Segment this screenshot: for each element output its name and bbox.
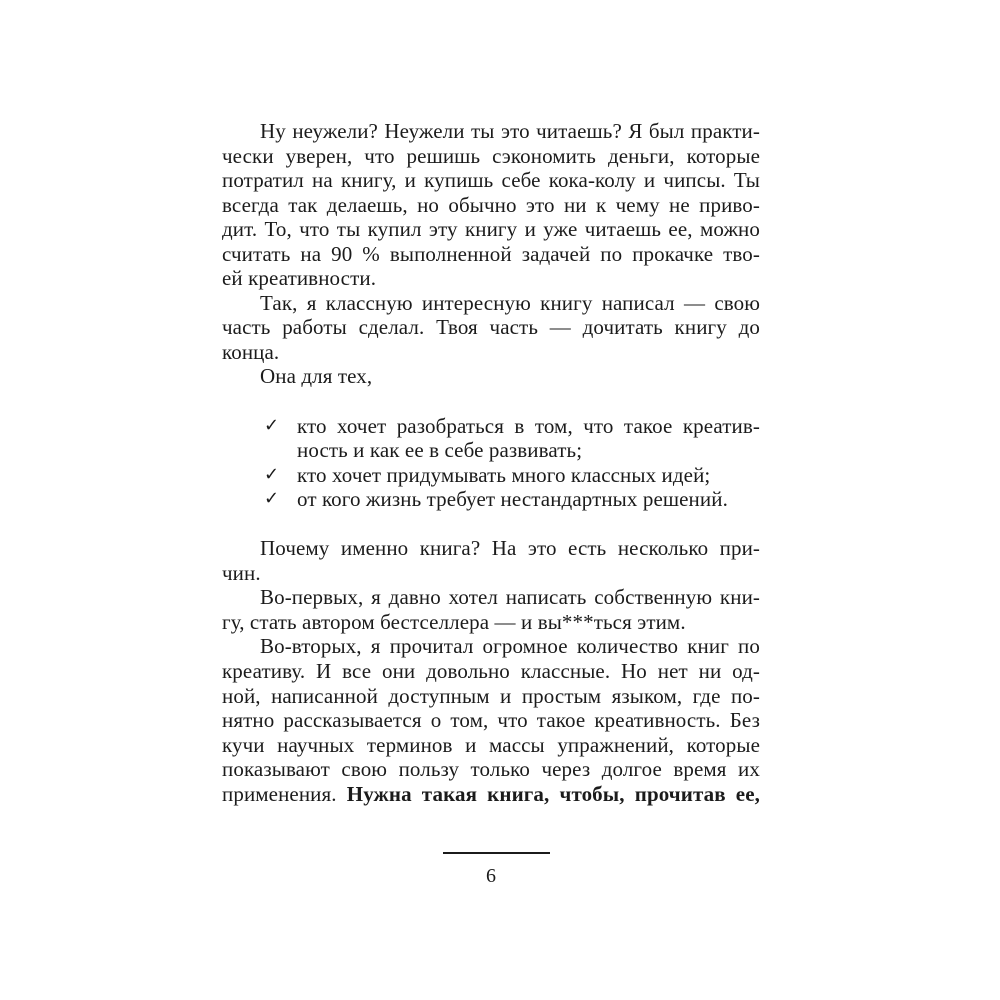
text-segment: ей креативности. (222, 266, 377, 291)
text-line (297, 487, 760, 512)
check-icon: ✓ (264, 488, 280, 510)
text-segment: креативу. И все они довольно классные. Но нет ни од- (222, 659, 760, 684)
text-segment: кучи научных терминов и массы упражнений, которые (222, 732, 760, 757)
text-segment: ной, написанной доступным и простым языком, где по- (222, 683, 760, 708)
text-segment: потратил на книгу, и купишь себе кока-колу и чипсы. Ты (222, 168, 760, 193)
text-segment: чески уверен, что решишь сэкономить деньги, которые (222, 143, 760, 168)
text-block (222, 119, 760, 806)
paragraph (222, 536, 760, 585)
footer-divider (443, 852, 550, 854)
text-line (222, 708, 760, 733)
text-line (222, 561, 760, 586)
text-segment: всегда так делаешь, но обычно это ни к чему не приво- (222, 192, 760, 217)
text-line (222, 364, 760, 389)
page-number: 6 (486, 865, 496, 887)
text-segment: ность и как ее в себе развивать; (297, 438, 583, 463)
text-segment: от кого жизнь требует нестандартных решений. (297, 487, 728, 512)
text-segment: кто хочет придумывать много классных идей; (297, 462, 711, 487)
text-line (297, 463, 760, 488)
text-segment: часть работы сделал. Твоя часть — дочитать книгу до (222, 315, 760, 340)
paragraph (222, 634, 760, 806)
paragraph (222, 364, 760, 389)
text-line (222, 733, 760, 758)
text-line (222, 291, 760, 316)
text-segment: чин. (222, 560, 261, 585)
bullet-list (222, 414, 760, 512)
text-segment: Почему именно книга? На это есть несколько при- (260, 536, 760, 561)
text-line (222, 757, 760, 782)
text-line (297, 438, 760, 463)
text-segment: Так, я классную интересную книгу написал — свою (260, 290, 760, 315)
text-segment: Во-вторых, я прочитал огромное количество книг по (260, 634, 760, 659)
text-line (222, 684, 760, 709)
text-segment: конца. (222, 339, 280, 364)
text-segment-bold: Нужна такая книга, чтобы, прочитав ее, (346, 781, 760, 806)
text-line (222, 315, 760, 340)
list-item (222, 414, 760, 463)
paragraph (222, 119, 760, 291)
text-segment: Ну неужели? Неужели ты это читаешь? Я был практи- (260, 119, 760, 143)
text-line (222, 585, 760, 610)
text-segment: нятно рассказывается о том, что такое креативность. Без (222, 708, 760, 733)
text-line (222, 168, 760, 193)
paragraph (222, 291, 760, 365)
check-icon: ✓ (264, 414, 280, 436)
text-segment: Она для тех, (260, 364, 373, 389)
text-line (222, 119, 760, 144)
text-line (222, 536, 760, 561)
text-segment: применения. (222, 781, 347, 806)
text-line (222, 340, 760, 365)
text-line (297, 414, 760, 439)
text-segment: считать на 90 % выполненной задачей по прокачке тво- (222, 241, 760, 266)
text-line (222, 634, 760, 659)
text-segment: Во-первых, я давно хотел написать собственную кни- (260, 585, 760, 610)
text-line (222, 659, 760, 684)
text-segment: показывают свою пользу только через долгое время их (222, 757, 760, 782)
check-icon: ✓ (264, 463, 280, 485)
text-line (222, 144, 760, 169)
text-line (222, 242, 760, 267)
text-line (222, 193, 760, 218)
list-item (222, 463, 760, 488)
paragraph (222, 585, 760, 634)
text-line (222, 217, 760, 242)
text-segment: гу, стать автором бестселлера — и вы***ться этим. (222, 609, 686, 634)
text-line (222, 266, 760, 291)
text-line (222, 782, 760, 807)
text-segment: дит. То, что ты купил эту книгу и уже читаешь ее, можно (222, 217, 760, 242)
text-segment: кто хочет разобраться в том, что такое креатив- (297, 413, 760, 438)
text-line (222, 610, 760, 635)
list-item (222, 487, 760, 512)
